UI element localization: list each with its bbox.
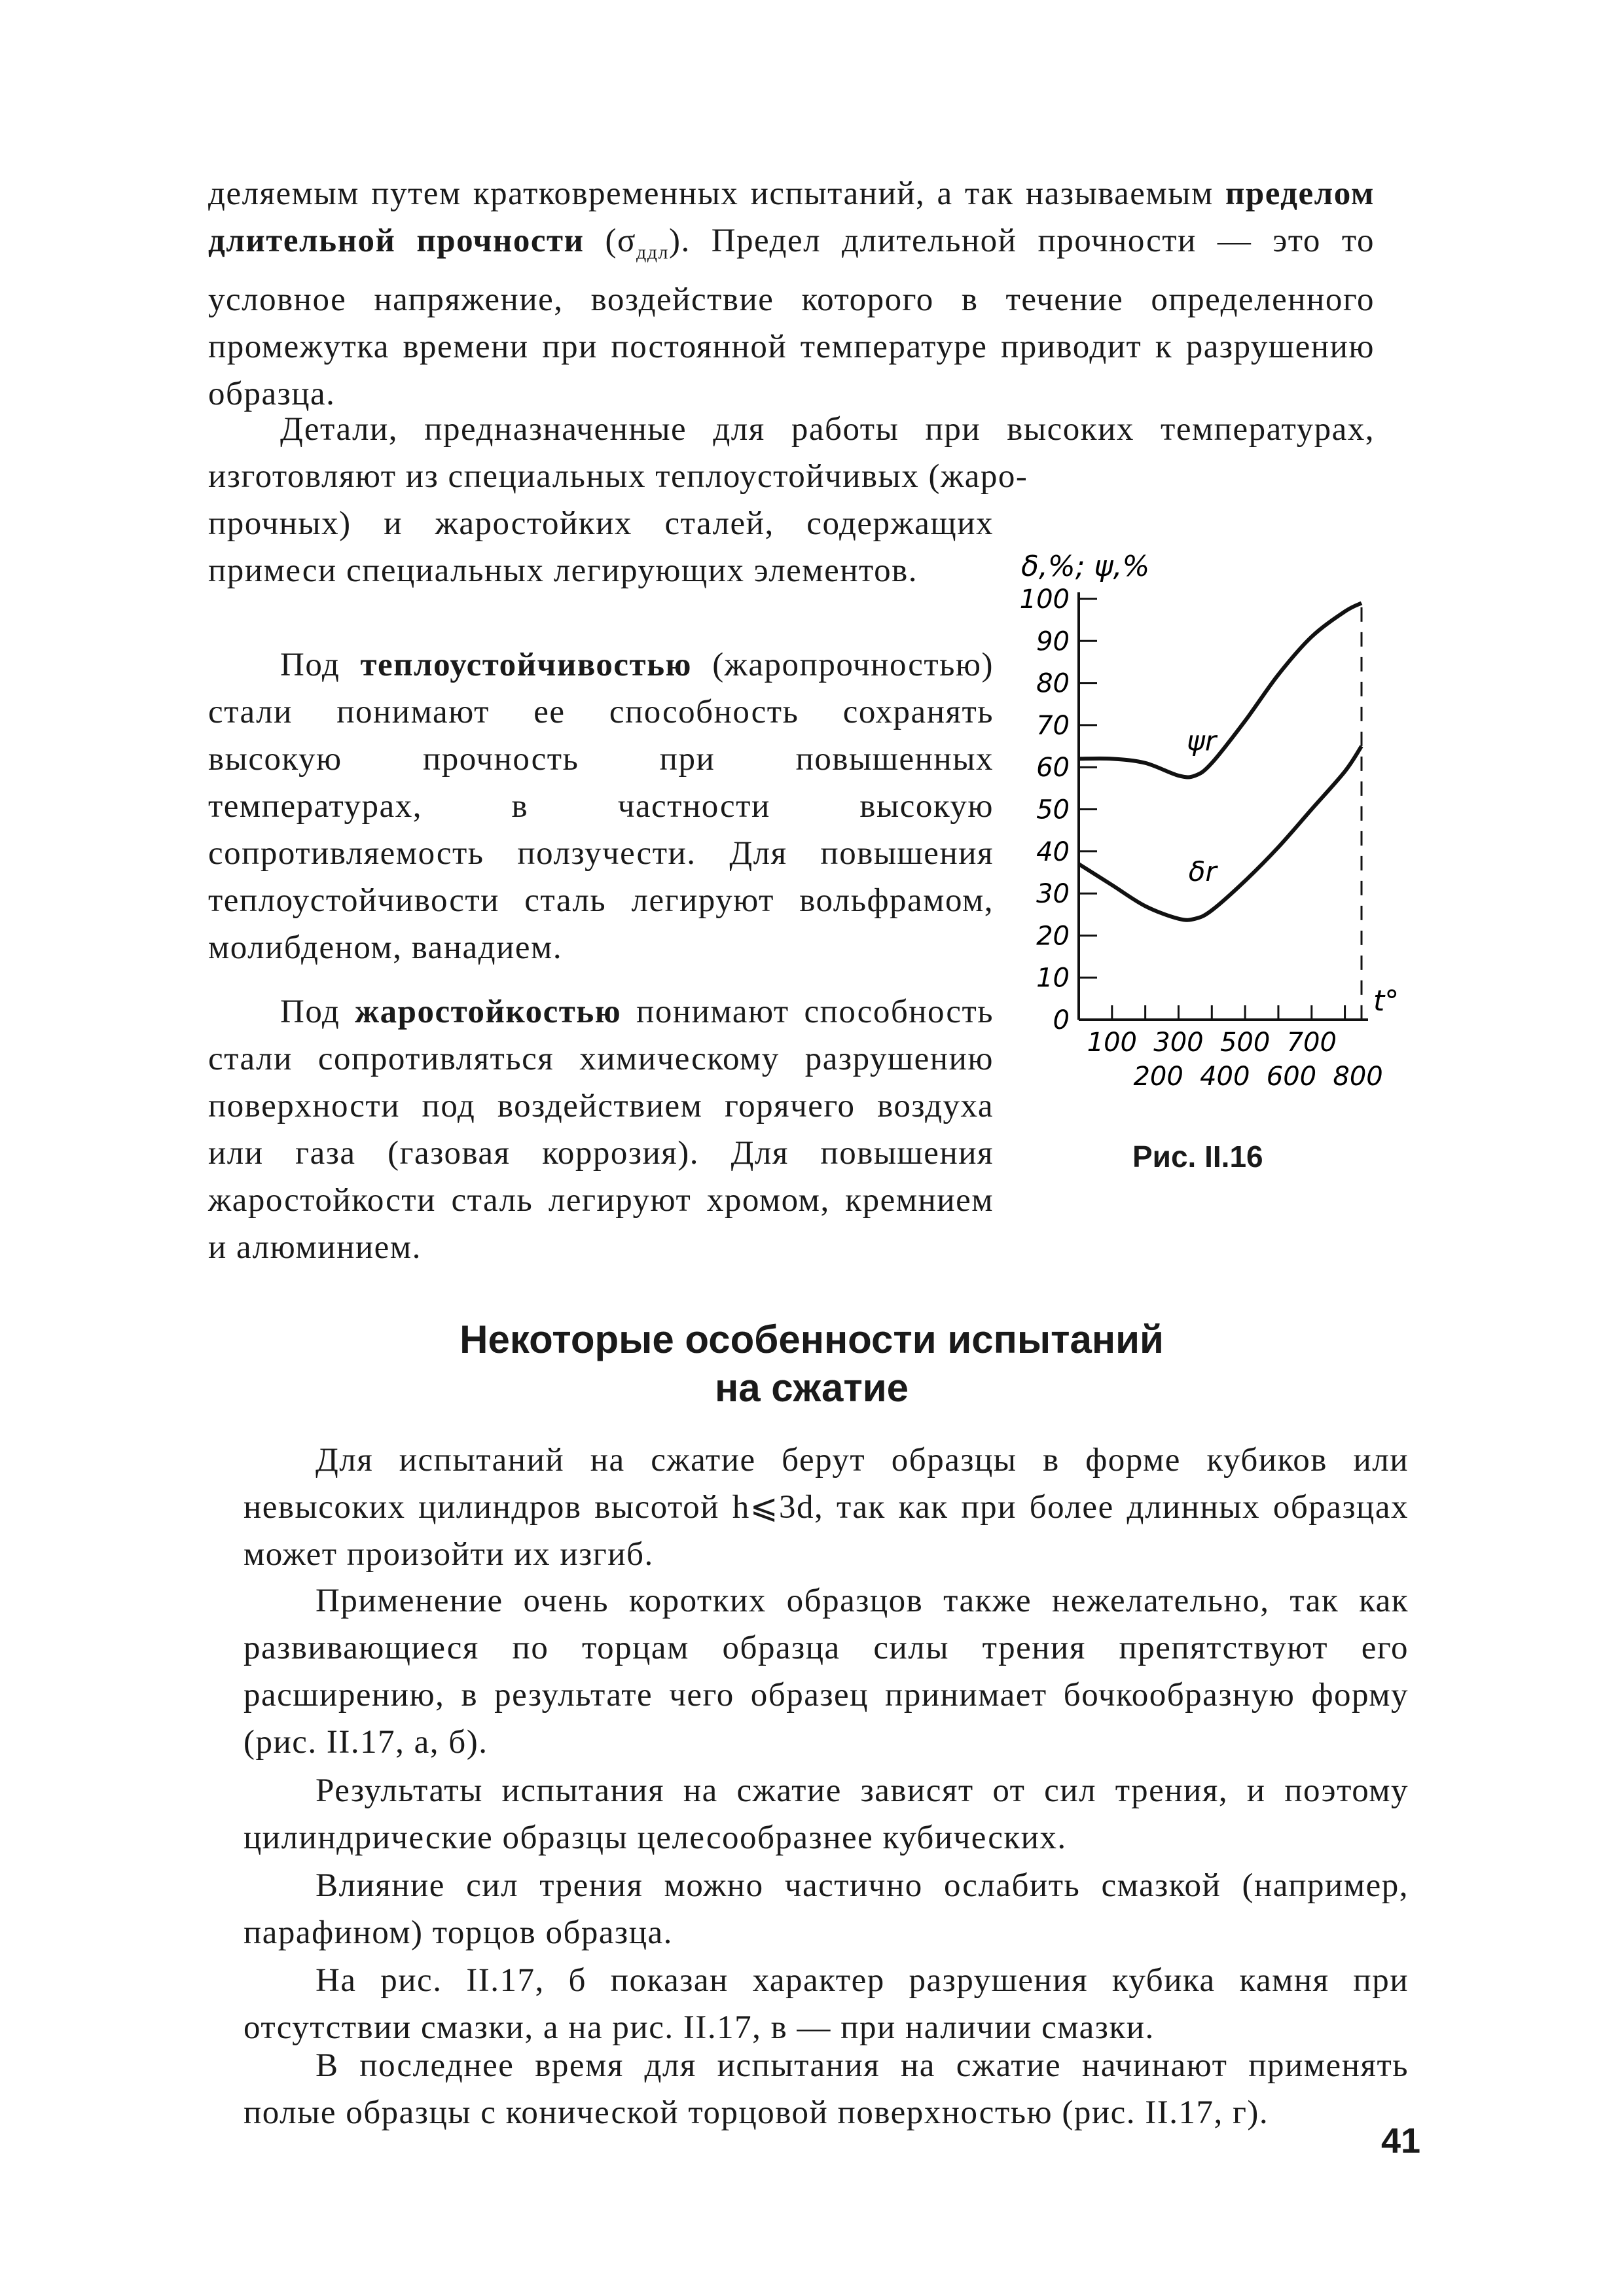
term-creep-rupture: пределом длительной прочности xyxy=(208,175,1375,259)
y-tick-label: 70 xyxy=(1036,710,1070,741)
paragraph-materials-wide: Детали, предназначенные для работы при высоких температурах, изготовляют из специальных теплоустойчивых (жаро- xyxy=(208,411,1375,495)
section-heading-line-2: на сжатие xyxy=(715,1366,909,1410)
page-number: 41 xyxy=(1381,2121,1421,2161)
paragraph-hollow-specimens: В последнее время для испытания на сжатие начинают применять полые образцы с конической торцовой поверхностью (рис. II.17, г). xyxy=(244,2047,1409,2131)
paragraph-lubrication: Влияние сил трения можно частично ослабить смазкой (например, парафином) торцов образца. xyxy=(244,1867,1409,1951)
series-label-psi: ψr xyxy=(1187,725,1217,757)
x-tick-label-lower: 600 xyxy=(1266,1062,1317,1092)
y-tick-label: 90 xyxy=(1036,626,1070,657)
y-tick-label: 40 xyxy=(1036,836,1070,867)
y-axis-label: δ,%; ψ,% xyxy=(1021,550,1150,583)
paragraph-friction-results: Результаты испытания на сжатие зависят от сил трения, и поэтому цилиндрические образцы целесообразнее кубических. xyxy=(244,1772,1409,1856)
x-tick-label-lower: 800 xyxy=(1333,1062,1383,1092)
series-label-delta: δr xyxy=(1188,855,1217,888)
x-tick-label-upper: 100 xyxy=(1087,1028,1138,1058)
series-line-psi xyxy=(1079,603,1362,777)
x-tick-label-lower: 400 xyxy=(1200,1062,1250,1092)
x-tick-label-upper: 500 xyxy=(1219,1028,1271,1058)
paragraph-scale-resistance: Под жаростойкостью понимают способность стали сопротивляться химическому разрушению поверхности под воздействием горячего воздуха или газа (газовая коррозия). Для повышения жаростойкости сталь легируют хромом, кремнием и алюминием. xyxy=(208,994,994,1266)
x-tick-label-upper: 300 xyxy=(1153,1028,1204,1058)
x-tick-label-upper: 700 xyxy=(1286,1028,1337,1058)
paragraph-heat-resistance: Под теплоустойчивостью (жаропрочностью) стали понимают ее способность сохранять высокую прочность при повышенных температурах, в частности высокую сопротивляемость ползучести. Для повышения теплоустойчивости сталь легируют вольфрамом, молибденом, ванадием. xyxy=(208,647,994,966)
term-heat-resistance: теплоустойчивостью xyxy=(360,647,693,683)
ductility-temperature-chart xyxy=(995,537,1466,1191)
y-tick-label: 30 xyxy=(1036,879,1070,910)
series-line-delta xyxy=(1079,746,1362,920)
paragraph-short-specimens: Применение очень коротких образцов также нежелательно, так как развивающиеся по торцам образца силы трения препятствуют его расширению, в результате чего образец принимает бочкообразную форму (рис. II.17, а, б). xyxy=(244,1583,1409,1761)
term-scale-resistance: жаростойкостью xyxy=(355,994,622,1030)
section-heading-line-1: Некоторые особенности испытаний xyxy=(460,1318,1164,1361)
y-tick-label: 50 xyxy=(1036,795,1070,825)
paragraph-specimens: Для испытаний на сжатие берут образцы в форме кубиков или невысоких цилиндров высотой h⩽3d, так как при более длинных образцах может произойти их изгиб. xyxy=(244,1442,1409,1573)
x-tick-label-lower: 200 xyxy=(1133,1062,1183,1092)
figure-caption: Рис. II.16 xyxy=(1132,1139,1263,1174)
y-tick-label: 0 xyxy=(1053,1005,1070,1035)
paragraph-materials-narrow: прочных) и жаростойких сталей, содержащих примеси специальных легирующих элементов. xyxy=(208,505,994,589)
paragraph-creep-limit: деляемым путем кратковременных испытаний, а так называемым пределом длительной прочности $(\sigma_{ддл})$. Предел длительной прочности — это то условное напряжение, воздействие которого в течение определенного промежутка времени при постоянной температуре приводит к разрушению образца. xyxy=(208,175,1375,413)
section-heading xyxy=(367,1316,1257,1412)
x-axis-label: t° xyxy=(1373,984,1399,1018)
y-tick-label: 80 xyxy=(1036,668,1070,699)
figure-ii-16 xyxy=(995,537,1466,1191)
y-tick-label: 10 xyxy=(1036,963,1070,994)
y-tick-label: 100 xyxy=(1019,584,1070,615)
paragraph-stone-cube: На рис. II.17, б показан характер разрушения кубика камня при отсутствии смазки, а на рис. II.17, в — при наличии смазки. xyxy=(244,1962,1409,2046)
y-tick-label: 60 xyxy=(1036,753,1070,783)
y-tick-label: 20 xyxy=(1036,921,1070,952)
